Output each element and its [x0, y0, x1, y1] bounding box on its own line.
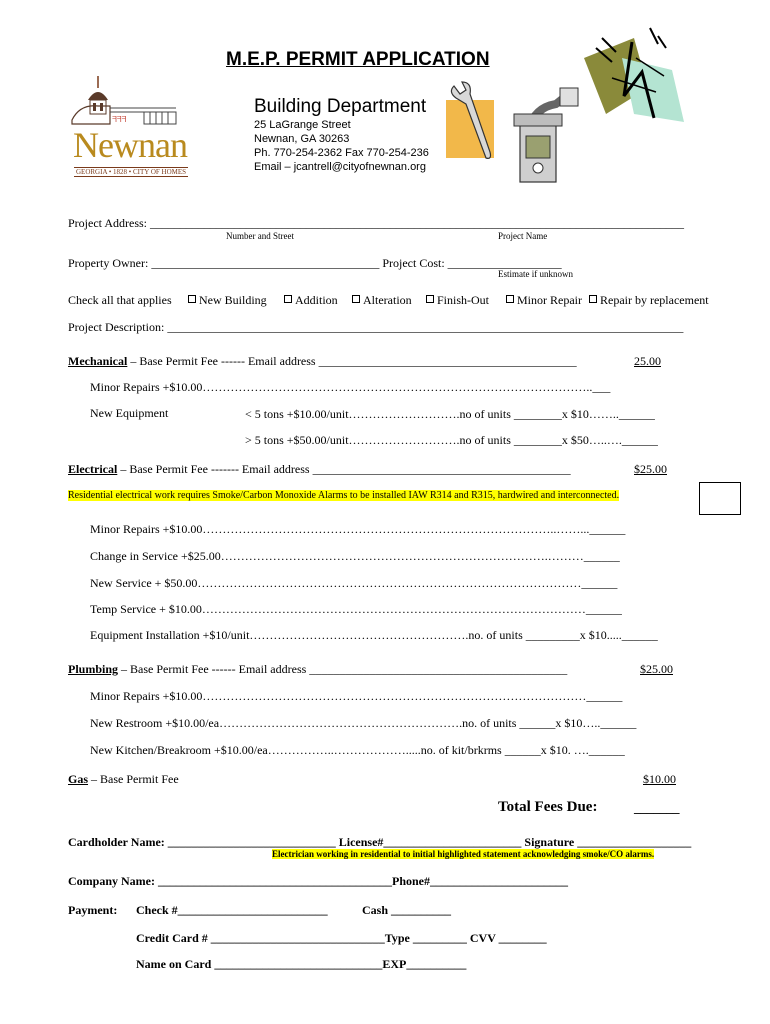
project-cost-field[interactable]: ___________________ [447, 256, 562, 270]
project-address-row [68, 216, 684, 231]
gas-heading: Gas [68, 772, 89, 786]
mechanical-heading: Mechanical [68, 354, 128, 368]
electrical-heading: Electrical [68, 462, 118, 476]
electrical-equipment-installation[interactable]: Equipment Installation +$10/unit……………………………………………….no. of units _________x $10.....______ [90, 628, 658, 642]
clipart-group [436, 18, 688, 190]
option-minor-repair[interactable]: Minor Repair [506, 293, 582, 308]
estimate-caption: Estimate if unknown [498, 269, 573, 279]
plumbing-fee-text[interactable]: – Base Permit Fee ------ Email address ___________________________________________ [118, 662, 568, 676]
project-description-row [68, 320, 683, 335]
gas-fee: $10.00 [643, 772, 676, 786]
logo-tagline: GEORGIA • 1828 • CITY OF HOMES [76, 168, 187, 176]
city-logo [70, 74, 205, 179]
electrician-note: Electrician working in residential to initial highlighted statement acknowledging smoke/CO alarms. [272, 849, 655, 859]
gas-heading-row [68, 772, 179, 787]
property-owner-label: Property Owner: [68, 256, 152, 270]
credit-card-row[interactable]: Credit Card # _____________________________Type _________ CVV ________ [136, 931, 547, 945]
checkbox-icon [188, 295, 196, 303]
payment-label: Payment: [68, 903, 118, 917]
electrical-temp-service[interactable]: Temp Service + $10.00……………………………………………………………………………………______ [90, 602, 622, 616]
mep-clipart-icon [436, 18, 688, 190]
department-phone: Ph. 770-254-2362 Fax 770-254-236 [254, 147, 429, 159]
initials-box[interactable] [699, 482, 741, 515]
department-city: Newnan, GA 30263 [254, 133, 350, 145]
total-fees-field[interactable]: _______ [634, 800, 680, 815]
cash-field[interactable]: Cash __________ [362, 903, 452, 917]
option-finish-out[interactable]: Finish-Out [426, 293, 489, 308]
plumbing-minor-repairs[interactable]: Minor Repairs +$10.00……………………………………………………………………………………______ [90, 689, 623, 703]
project-address-field[interactable]: _________________________________________________________________________________________ [150, 216, 684, 230]
checkbox-icon [352, 295, 360, 303]
mechanical-over-5-tons[interactable]: > 5 tons +$50.00/unit……………………….no of units ________x $50…..….______ [245, 433, 658, 447]
page-title: M.E.P. PERMIT APPLICATION [226, 49, 490, 70]
cardholder-row[interactable]: Cardholder Name: ____________________________ License#_______________________ Signature ___________________ [68, 835, 692, 849]
mechanical-fee-text[interactable]: – Base Permit Fee ------ Email address ___________________________________________ [127, 354, 577, 368]
department-street: 25 LaGrange Street [254, 119, 351, 131]
department-name: Building Department [254, 96, 427, 117]
mechanical-heading-row [68, 354, 577, 369]
checkbox-icon [506, 295, 514, 303]
mechanical-minor-repairs[interactable]: Minor Repairs +$10.00……………………………………………………………………………………..___ [90, 380, 611, 394]
checkbox-icon [426, 295, 434, 303]
project-description-label: Project Description: [68, 320, 168, 334]
name-on-card-row[interactable]: Name on Card ____________________________EXP__________ [136, 957, 467, 971]
project-address-label: Project Address: [68, 216, 150, 230]
number-street-caption: Number and Street [226, 231, 294, 241]
total-fees-label: Total Fees Due: [498, 799, 598, 815]
project-description-field[interactable]: ______________________________________________________________________________________ [167, 320, 684, 334]
plumbing-fee: $25.00 [640, 662, 673, 676]
plumbing-new-restroom[interactable]: New Restroom +$10.00/ea…………………………………………………….no. of units ______x $10…..______ [90, 716, 637, 730]
option-repair-by-replacement[interactable]: Repair by replacement [589, 293, 709, 308]
electrical-fee-text[interactable]: – Base Permit Fee ------- Email address ___________________________________________ [117, 462, 571, 476]
logo-wordmark: Newnan [73, 125, 187, 165]
option-new-building[interactable]: New Building [188, 293, 267, 308]
mechanical-fee: 25.00 [634, 354, 661, 368]
option-addition[interactable]: Addition [284, 293, 338, 308]
gas-fee-text: – Base Permit Fee [88, 772, 179, 786]
project-cost-label: Project Cost: [379, 256, 448, 270]
company-row[interactable]: Company Name: _______________________________________Phone#_______________________ [68, 874, 568, 888]
plumbing-heading-row [68, 662, 567, 677]
electrical-minor-repairs[interactable]: Minor Repairs +$10.00……………………………………………………………………………..……...______ [90, 522, 626, 536]
option-alteration[interactable]: Alteration [352, 293, 412, 308]
electrical-fee: $25.00 [634, 462, 667, 476]
svg-text:ᖷᖷᖷ: ᖷᖷᖷ [112, 115, 127, 124]
plumbing-new-kitchen[interactable]: New Kitchen/Breakroom +$10.00/ea……………..……………….....no. of kit/brkrms ______x $10. ….______ [90, 743, 625, 757]
electrical-new-service[interactable]: New Service + $50.00……………………………………………………………………………………______ [90, 576, 618, 590]
project-name-caption: Project Name [498, 231, 548, 241]
checkbox-icon [284, 295, 292, 303]
electrical-heading-row [68, 462, 571, 477]
electrical-change-in-service[interactable]: Change in Service +$25.00……………………………………………………………………….………______ [90, 549, 620, 563]
department-email: Email – jcantrell@cityofnewnan.org [254, 161, 426, 173]
mechanical-under-5-tons[interactable]: < 5 tons +$10.00/unit……………………….no of units ________x $10……..______ [245, 407, 655, 421]
property-owner-field[interactable]: ______________________________________ [151, 256, 380, 270]
new-equipment-label: New Equipment [90, 406, 169, 420]
checkbox-icon [589, 295, 597, 303]
check-label: Check all that applies [68, 293, 172, 307]
check-number-field[interactable]: Check #_________________________ [136, 903, 328, 917]
plumbing-heading: Plumbing [68, 662, 119, 676]
owner-cost-row [68, 256, 562, 271]
smoke-co-notice: Residential electrical work requires Smoke/Carbon Monoxide Alarms to be installed IAW R314 and R315, hardwired and interconnected. [68, 490, 620, 501]
